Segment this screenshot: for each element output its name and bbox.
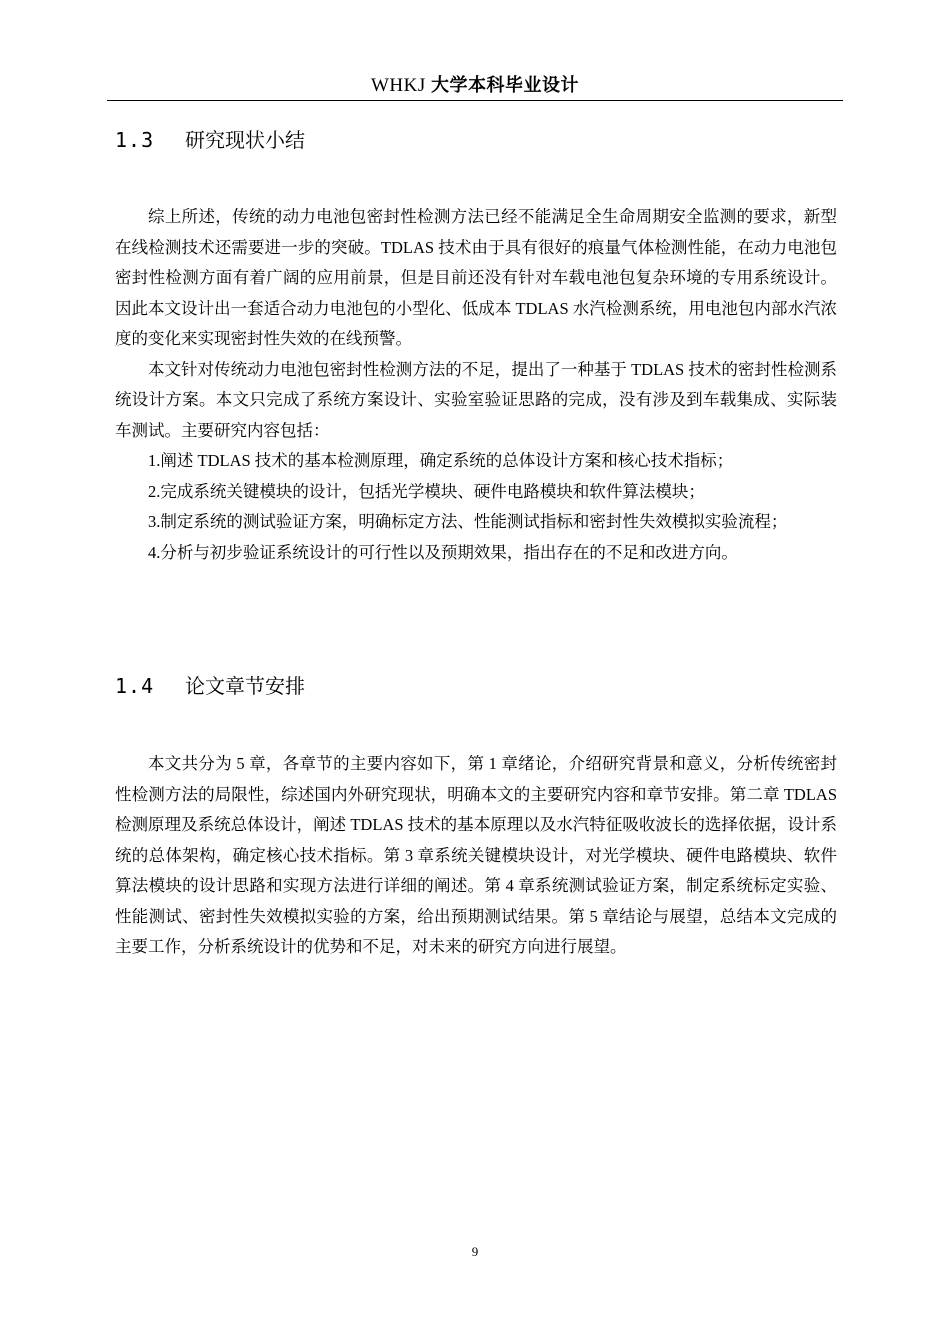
page-header (107, 72, 843, 100)
header-title: 大学本科毕业设计 (431, 75, 580, 96)
page-number: 9 (471, 1244, 479, 1259)
section-number: 1.4 (115, 674, 155, 698)
section-title: 论文章节安排 (185, 674, 305, 698)
list-item: 1.阐述 TDLAS 技术的基本检测原理，确定系统的总体设计方案和核心技术指标； (148, 451, 734, 470)
paragraph: 综上所述，传统的动力电池包密封性检测方法已经不能满足全生命周期安全监测的要求，新型在线检测技术还需要进一步的突破。TDLAS 技术由于具有很好的痕量气体检测性能，在动力电池包密封性检测方面有着广阔的应用前景，但是目前还没有针对车载电池包复杂环境的专用系统设计。因此本文设计出一套适合动力电池包的小型化、低成本 TDLAS 水汽检测系统，用电池包内部水汽浓度的变化来实现密封性失效的在线预警。 (115, 207, 837, 348)
section-body-1-3 (115, 202, 837, 568)
list-item: 4.分析与初步验证系统设计的可行性以及预期效果，指出存在的不足和改进方向。 (148, 542, 738, 562)
list-item: 2.完成系统关键模块的设计，包括光学模块、硬件电路模块和软件算法模块； (148, 481, 705, 501)
section-heading-1-4 (115, 670, 305, 702)
section-number: 1.3 (115, 128, 155, 152)
list-item: 3.制定系统的测试验证方案，明确标定方法、性能测试指标和密封性失效模拟实验流程； (148, 512, 788, 531)
section-title: 研究现状小结 (185, 128, 305, 152)
section-heading-1-3 (115, 124, 305, 156)
header-prefix: WHKJ (370, 75, 426, 96)
header-divider (107, 100, 843, 101)
paragraph: 本文共分为 5 章，各章节的主要内容如下，第 1 章绪论，介绍研究背景和意义，分析传统密封性检测方法的局限性，综述国内外研究现状，明确本文的主要研究内容和章节安排。第二章 TDLAS 检测原理及系统总体设计，阐述 TDLAS 技术的基本原理以及水汽特征吸收波长的选择依据，设计系统的总体架构，确定核心技术指标。第 3 章系统关键模块设计，对光学模块、硬件电路模块、软件算法模块的设计思路和实现方法进行详细的阐述。第 4 章系统测试验证方案，制定系统标定实验、性能测试、密封性失效模拟实验的方案，给出预期测试结果。第 5 章结论与展望，总结本文完成的主要工作，分析系统设计的优势和不足，对未来的研究方向进行展望。 (115, 754, 837, 956)
section-body-1-4 (115, 749, 837, 963)
paragraph: 本文针对传统动力电池包密封性检测方法的不足，提出了一种基于 TDLAS 技术的密封性检测系统设计方案。本文只完成了系统方案设计、实验室验证思路的完成，没有涉及到车载集成、实际装车测试。主要研究内容包括： (115, 359, 837, 440)
